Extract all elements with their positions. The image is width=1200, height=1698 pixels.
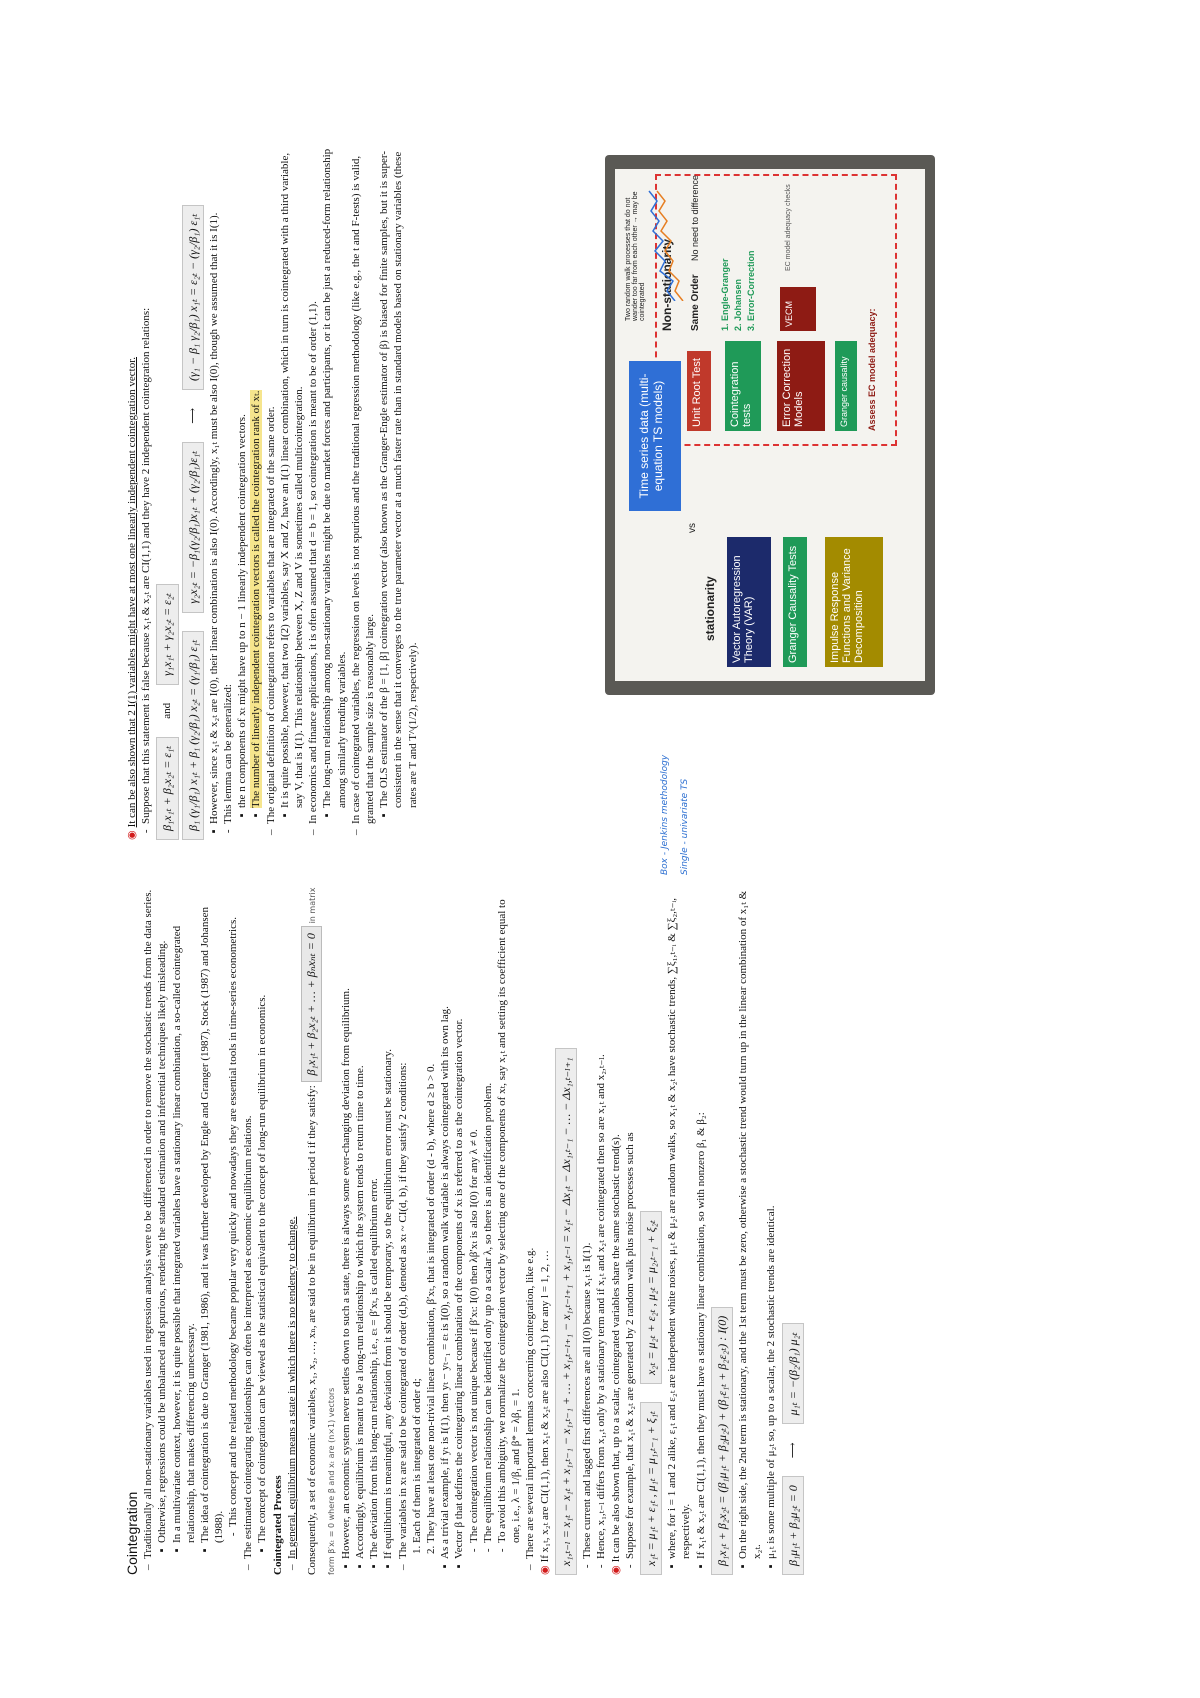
result-equation: (γ₁ − β₁ γ₂/β₁) x₁ₜ = ε₂ₜ − (γ₂/β₁) ε₁ₜ [182, 205, 204, 390]
lemma-three: ◉It can be also shown that 2 I(1) variables might have at most one linearly independent cointegration vector. [126, 356, 138, 840]
random-walk-list [623, 885, 637, 1575]
equilibrium-paragraph: Consequently, a set of economic variables, x₁, x₂, …, xₙ, are said to be in equilibrium in period t if they satisfy: β₁x₁ₜ + β₂x₂ₜ + … + βₙxₙₜ = 0 in matrix form β′xₜ = 0 where β and xₜ are (n×1) vectors [299, 885, 338, 1575]
assess-label: Assess EC model adequacy: [867, 308, 877, 431]
granger-causality-box: Granger causality [835, 341, 857, 431]
list-item: – Traditionally all non-stationary variables used in regression analysis were to be differenced in order to remove the stochastic trends from the data series. ▪ Otherwise, regressions could be unbalanced and spurious, rendering the standard estimation and inferential techniques likely misleading. ▪ In a multivariate context, however, it is quite possible that integrated variables have a stationary linear combination, a so-called cointegrated relationship, that makes differencing unnecessary. ▪ The idea of cointegration is due to Granger (1981, 1986), and it was further developed by Engle and Granger (1987), Stock (1987) and Johansen (1988). - This concept and the related methodology became popular very quickly and nowadays they are essential tools in time-series econometrics. [141, 885, 240, 1559]
definition-notes [264, 140, 420, 840]
list-item: - Hence, x₁,ₜ₋ₗ differs from x₁,ₜ only by a stationary term and if x₁ₜ and x₂ₜ are cointegrated then so are x₁ₜ and x₂,ₜ₋ₗ. [594, 885, 608, 1559]
list-item: 2. They have at least one non-trivial linear combination, β′xₜ, that is integrated of order (d - b), where d ≥ b > 0. [424, 885, 438, 1543]
list-item: ▪ The OLS estimator of the β = [1, β] cointegration vector (also known as the Granger-Engle estimator of β) is biased for finite samples, but it is super-consistent in the sense that it converges to the true parameter vector at a much faster rate than in standard models based on stationary variables (these rates are T and T^(1/2), respectively). [377, 140, 420, 808]
circle-marker-icon: ◉ [126, 830, 138, 840]
relation-equation-2: γ₁x₁ₜ + γ₂x₂ₜ = ε₂ₜ [156, 584, 178, 685]
and-label: and [161, 702, 174, 719]
list-item: – The variables in xₜ are said to be cointegrated of order (d,b), denoted as xₜ ~ CI(d, b), if they satisfy 2 conditions: 1. Each of them is integrated of order d; 2. They have at least one non-trivial linear combination, β′xₜ, that is integrated of order (d - b), where d ≥ b > 0. [396, 885, 439, 1559]
rotated-slide [125, 125, 955, 1575]
page-title: Cointegration [124, 1491, 140, 1575]
combination-equation-row [711, 885, 733, 1575]
random-walk-note: Two random walk processes that do not wander too far from each other → may be cointegrated [625, 191, 646, 321]
list-item: ▪ Otherwise, regressions could be unbalanced and spurious, rendering the standard estimation and inferential techniques likely misleading. [155, 885, 169, 1543]
lag-equation-row [555, 885, 577, 1575]
list-item: – In general, equilibrium means a state in which there is no tendency to change. [285, 885, 299, 1559]
list-item: ▪ The number of linearly independent cointegration vectors is called the cointegration rank of xₜ. [249, 140, 263, 808]
vs-label: vs [687, 523, 698, 533]
derivation-equations [182, 140, 204, 840]
handwritten-box-jenkins: Box - Jenkins methodology [660, 754, 670, 875]
list-item: - Suppose that this statement is false because x₁ₜ & x₂ₜ are CI(1,1) and they have 2 independent cointegration relations: [139, 140, 153, 824]
ratio-equation: μ₁ₜ = −(β₂/β₁) μ₂ₜ [782, 1323, 804, 1424]
lemma-list [523, 885, 537, 1575]
list-item: ▪ Accordingly, equilibrium is meant to be a long-run relationship to which the system tends to return time to time. [353, 885, 367, 1559]
method-1: 1. Engle-Granger [720, 258, 730, 331]
list-item: 1. Each of them is integrated of order d; [410, 885, 424, 1543]
list-item: ▪ However, an economic system never settles down to such a state, there is always some ever-changing deviation from equilibrium. [339, 885, 353, 1559]
trend-equations [782, 885, 804, 1575]
list-item: - This lemma can be generalized: ▪ the n components of xₜ might have up to n − 1 linearly independent cointegration vectors. ▪ The number of linearly independent cointegration vectors is called the cointegration rank of xₜ. [221, 140, 264, 824]
process-list [285, 885, 299, 1575]
ecm-box: Error Correction Models [777, 341, 825, 431]
list-item: ▪ If x₁ₜ & x₂ₜ are CI(1,1), then they must have a stationary linear combination, so with nonzero β₁ & β₂: [694, 885, 708, 1559]
random-walk-notes [665, 885, 708, 1575]
right-column [125, 140, 420, 840]
list-item: ▪ If equilibrium is meaningful, any deviation from it should be temporary, so the equilibrium error must be stationary. [381, 885, 395, 1559]
list-item: ▪ The deviation from this long-run relationship, i.e., εₜ = β′xₜ, is called equilibrium error. [367, 885, 381, 1559]
random-walk-equations [640, 885, 662, 1575]
relation-equation-1: β₁x₁ₜ + β₂x₂ₜ = ε₁ₜ [156, 737, 178, 840]
list-item: - The equilibrium relationship can be identified only up to a scalar λ, so there is an identification problem. [481, 885, 495, 1543]
generalization-list [221, 140, 264, 840]
photo-slide [615, 169, 925, 681]
var-box: Vector Autoregression Theory (VAR) [727, 537, 771, 667]
circle-marker-icon: ◉ [538, 1565, 551, 1575]
circle-marker-icon: ◉ [609, 1565, 622, 1575]
arrow-right-icon: ⟶ [786, 1442, 799, 1459]
rw-equation-2: x₂ₜ = μ₂ₜ + ε₂ₜ , μ₂ₜ = μ₂,ₜ₋₁ + ξ₂ₜ [640, 1211, 662, 1384]
list-item: ▪ The idea of cointegration is due to Granger (1981, 1986), and it was further developed by Engle and Granger (1987), Stock (1987) and Johansen (1988). - This concept and the related methodology became popular very quickly and nowadays they are essential tools in time-series econometrics. [198, 885, 241, 1543]
list-item: ▪ where, for i = 1 and 2 alike, ε₁ₜ and ε₂ₜ are independent white noises, μ₁ₜ & μ₂ₜ are random walks, so x₁ₜ & x₂ₜ have stochastic trends, ∑ξ₁,ₜ₋ᵢ & ∑ξ₂,ₜ₋ᵢ, respectively. [665, 885, 693, 1559]
lemma-one-notes [580, 885, 608, 1575]
granger-tests-box: Granger Causality Tests [783, 537, 807, 667]
time-series-box: Time series data (multi-equation TS models) [629, 361, 681, 511]
unit-root-box: Unit Root Test [687, 351, 711, 431]
matrix-form-note: in matrix form β′xₜ = 0 where β and xₜ are (n×1) vectors [308, 887, 336, 1575]
list-item: - To avoid this ambiguity, we normalize the cointegration vector by selecting one of the components of xₜ, say x₁ₜ and setting its coefficient equal to one, i.e., λ = 1/β₁ and β* = λβ₁ = 1. [495, 885, 523, 1543]
list-item: – The original definition of cointegration refers to variables that are integrated of the same order. ▪ It is quite possible, however, that two I(2) variables, say X and Z, have an I(1) linear combination, which in turn is cointegrated with a third variable, say V, that is I(1). This relationship between X, Z and V is sometimes called multicointegration. [264, 140, 307, 824]
list-item: – There are several important lemmas concerning cointegration, like e.g. [523, 885, 537, 1559]
example-list [438, 885, 523, 1575]
random-walk-sketch [645, 181, 695, 301]
intro-list [141, 885, 269, 1575]
ecm-note: EC model adequacy checks [785, 184, 792, 271]
non-stationarity-label: Non-stationarity [660, 238, 674, 331]
list-item: ▪ As a trivial example, if yₜ is I(1), then yₜ − yₜ₋₁ = εₜ is I(0), so a random walk variable is always cointegrated with its own lag. [438, 885, 452, 1559]
two-relations-equations [156, 140, 178, 840]
list-item: - Suppose for example, that x₁ₜ & x₂ₜ are generated by 2 random walk plus noise processes such as [623, 885, 637, 1559]
list-item: - The cointegration vector is not unique because if β′xₜ: I(0) then λβ′xₜ is also I(0) for any λ ≠ 0. [467, 885, 481, 1543]
process-bullets [339, 885, 396, 1575]
lemma-two: ◉It can be also shown that, up to a scalar, cointegrated variables share the same stochastic trend(s). [609, 1134, 622, 1575]
list-item: ▪ The concept of cointegration can be viewed as the statistical equivalent to the concept of long-run equilibrium in economics. [255, 885, 269, 1543]
coint-tests-box: Cointegration tests [725, 341, 761, 431]
stationarity-label: stationarity [703, 576, 717, 641]
list-item: ▪ In a multivariate context, however, it is quite possible that integrated variables have a stationary linear combination, a so-called cointegrated relationship, that makes differencing unnecessary. [170, 885, 198, 1543]
list-item: – In case of cointegrated variables, the regression on levels is not spurious and the traditional regression methodology (like e.g., the t and F-tests) is valid, granted that the sample size is reasonably large. ▪ The OLS estimator of the β = [1, β] cointegration vector (also known as the Granger-Engle estimator of β) is biased for finite samples, but it is super-consistent in the sense that it converges to the true parameter vector at a much faster rate than in standard models based on stationary variables (these rates are T and T^(1/2), respectively). [349, 140, 420, 824]
lag-equation: x₁,ₜ₋ₗ = x₁ₜ − x₁ₜ + x₁,ₜ₋₁ − x₁,ₜ₋₁ + … + x₁,ₜ₋ₗ₊₁ − x₁,ₜ₋ₗ₊₁ + x₁,ₜ₋ₗ = x₁ₜ − Δx₁ₜ − Δx₁,ₜ₋₁ − … − Δx₁,ₜ₋ₗ₊₁ [555, 1049, 577, 1576]
combination-equation: β₁x₁ₜ + β₂x₂ₜ = (β₁μ₁ₜ + β₂μ₂ₜ) + (β₁ε₁ₜ + β₂ε₂ₜ) : I(0) [711, 1307, 733, 1575]
list-item: – The estimated cointegrating relationships can often be interpreted as economic equilibrium relations. ▪ The concept of cointegration can be viewed as the statistical equivalent to the concept of long-run equilibrium in economics. [241, 885, 269, 1559]
list-item: - This concept and the related methodology became popular very quickly and nowadays they are essential tools in time-series econometrics. [226, 885, 240, 1527]
lemma-three-notes [207, 140, 221, 840]
substituted-equation: γ₂x₂ₜ = −β₁(γ₂/β₁)x₁ₜ + (γ₂/β₁)ε₁ₜ [182, 442, 204, 613]
irf-box: Impulse Response Functions and Variance Decomposition [825, 537, 883, 667]
combination-notes [736, 885, 779, 1575]
list-item: - These current and lagged first differences are all I(0) because x₁ₜ is I(1). [580, 885, 594, 1559]
handwritten-single: Single - univariate TS [680, 778, 690, 875]
same-order-label: Same Order [690, 274, 701, 331]
list-item: ▪ It is quite possible, however, that two I(2) variables, say X and Z, have an I(1) linear combination, which in turn is cointegrated with a third variable, say V, that is I(1). This relationship between X, Z and V is sometimes called multicointegration. [278, 140, 306, 808]
arrow-right-icon: ⟶ [186, 407, 199, 424]
list-item: ▪ the n components of xₜ might have up to n − 1 linearly independent cointegration vectors. [235, 140, 249, 808]
no-need-label: No need to difference [690, 175, 700, 261]
equilibrium-equation: β₁x₁ₜ + β₂x₂ₜ + … + βₙxₙₜ = 0 [301, 926, 321, 1082]
list-item: ▪ On the right side, the 2nd term is stationary, and the 1st term must be zero, otherwise a stochastic trend would turn up in the linear combination of x₁ₜ & x₂ₜ. [736, 885, 764, 1559]
method-3: 3. Error-Correction [746, 250, 756, 331]
left-column [125, 885, 807, 1575]
rw-equation-1: x₁ₜ = μ₁ₜ + ε₁ₜ , μ₁ₜ = μ₁,ₜ₋₁ + ξ₁ₜ [640, 1402, 662, 1575]
vecm-box: VECM [780, 287, 816, 331]
method-2: 2. Johansen [733, 278, 743, 331]
scaled-equation: β₁ (γ₁/β₁) x₁ₜ + β₁ (γ₂/β₁) x₂ₜ = (γ₁/β₁) ε₁ₜ [182, 631, 204, 840]
list-item: ▪ The long-run relationship among non-stationary variables might be due to market forces and participants, or it can be just a reduced-form relationship among similarly trending variables. [320, 140, 348, 808]
list-item: – In economics and finance applications, it is often assumed that d = b = 1, so cointegration is meant to be of order (1,1). ▪ The long-run relationship among non-stationary variables might be due to market forces and participants, or it can be just a reduced-form relationship among similarly trending variables. [306, 140, 349, 824]
definition-list [396, 885, 439, 1575]
list-item: ▪ However, since x₁ₜ & x₂ₜ are I(0), their linear combination is also I(0). Accordingly, x₁ₜ must be also I(0), though we assumed that it is I(1). [207, 140, 221, 824]
conditions-list [410, 885, 438, 1559]
lemma-three-list [139, 140, 153, 840]
section-heading: Cointegrated Process [272, 1475, 285, 1575]
methodology-photo [605, 155, 935, 695]
list-item: ▪ μ₁ₜ is some multiple of μ₂ₜ so, up to a scalar, the 2 stochastic trends are identical. [764, 885, 778, 1559]
lemma-one: ◉If x₁ₜ, x₂ₜ are CI(1,1), then x₁ₜ & x₂ₜ are also CI(1,1) for any l = 1, 2, … [538, 1250, 551, 1575]
list-item: ▪ Vector β that defines the cointegrating linear combination of the components of xₜ is referred to as the cointegration vector. - The cointegration vector is not unique because if β′xₜ: I(0) then λβ′xₜ is also I(0) for any λ ≠ 0. - The equilibrium relationship can be identified only up to a scalar λ, so there is an identification problem. - To avoid this ambiguity, we normalize the cointegration vector by selecting one of the components of xₜ, say x₁ₜ and setting its coefficient equal to one, i.e., λ = 1/β₁ and β* = λβ₁ = 1. [452, 885, 523, 1559]
zero-equation: β₁μ₁ₜ + β₂μ₂ₜ = 0 [782, 1476, 804, 1575]
